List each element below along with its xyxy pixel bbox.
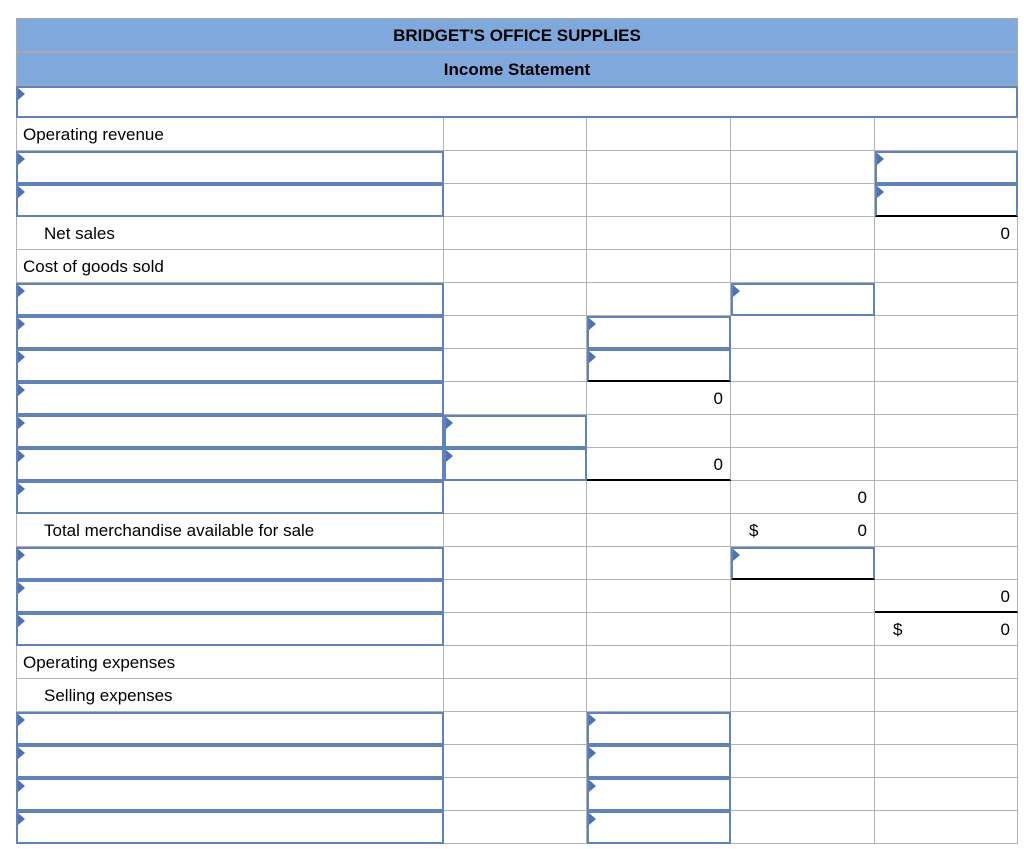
empty-cell: [444, 349, 587, 382]
total-merch-label: Total merchandise available for sale: [16, 514, 444, 547]
gross-profit-value: 0: [1000, 620, 1010, 639]
empty-cell: [731, 712, 875, 745]
row-selling-item-3: [16, 778, 1018, 811]
cogs-account-3-input[interactable]: [16, 349, 444, 382]
empty-cell: [587, 580, 731, 613]
row-operating-revenue: [16, 118, 1018, 151]
empty-cell: [875, 811, 1018, 844]
empty-cell: [731, 151, 875, 184]
empty-cell: [444, 118, 587, 151]
empty-cell: [731, 184, 875, 217]
net-sales-label: Net sales: [16, 217, 444, 250]
row-cogs-item-2: [16, 316, 1018, 349]
empty-cell: [587, 415, 731, 448]
row-cogs-item-4: [16, 382, 1018, 415]
empty-cell: [444, 811, 587, 844]
empty-cell: [587, 250, 731, 283]
cogs-subtotal-a: 0: [587, 382, 731, 415]
row-revenue-item-2: [16, 184, 1018, 217]
selling-amount-3-input[interactable]: [587, 778, 731, 811]
empty-cell: [444, 481, 587, 514]
row-net-sales: [16, 217, 1018, 250]
empty-cell: [875, 415, 1018, 448]
empty-cell: [731, 679, 875, 712]
empty-cell: [444, 184, 587, 217]
row-cogs-item-1: [16, 283, 1018, 316]
empty-cell: [444, 217, 587, 250]
empty-cell: [444, 613, 587, 646]
empty-cell: [875, 778, 1018, 811]
empty-cell: [444, 646, 587, 679]
cogs-label: Cost of goods sold: [16, 250, 444, 283]
empty-cell: [731, 613, 875, 646]
selling-account-2-input[interactable]: [16, 745, 444, 778]
selling-amount-1-input[interactable]: [587, 712, 731, 745]
row-operating-expenses: [16, 646, 1018, 679]
empty-cell: [444, 382, 587, 415]
total-merch-value-cell: [731, 514, 875, 547]
row-total-merch: [16, 514, 1018, 547]
empty-cell: [875, 646, 1018, 679]
empty-cell: [444, 745, 587, 778]
empty-cell: [444, 316, 587, 349]
row-selling-item-2: [16, 745, 1018, 778]
empty-cell: [731, 646, 875, 679]
cogs-account-5-input[interactable]: [16, 415, 444, 448]
cogs-account-7-input[interactable]: [16, 481, 444, 514]
income-statement-sheet: [16, 18, 1018, 849]
date-input[interactable]: [16, 86, 1018, 118]
dollar-sign: $: [749, 521, 759, 540]
empty-cell: [444, 679, 587, 712]
empty-cell: [731, 382, 875, 415]
cogs-amount-3-input[interactable]: [587, 349, 731, 382]
empty-cell: [875, 250, 1018, 283]
cogs-total: 0: [875, 580, 1018, 613]
empty-cell: [731, 580, 875, 613]
row-cogs-item-5: [16, 415, 1018, 448]
empty-cell: [875, 382, 1018, 415]
empty-cell: [587, 217, 731, 250]
revenue-account-1-input[interactable]: [16, 151, 444, 184]
selling-account-1-input[interactable]: [16, 712, 444, 745]
empty-cell: [587, 184, 731, 217]
gross-profit-label-input[interactable]: [16, 613, 444, 646]
empty-cell: [587, 514, 731, 547]
row-cogs-item-3: [16, 349, 1018, 382]
selling-account-3-input[interactable]: [16, 778, 444, 811]
cogs-amount-8-input[interactable]: [731, 547, 875, 580]
statement-title: Income Statement: [16, 52, 1018, 86]
empty-cell: [587, 646, 731, 679]
empty-cell: [444, 580, 587, 613]
empty-cell: [444, 712, 587, 745]
empty-cell: [731, 250, 875, 283]
row-selling-item-4: [16, 811, 1018, 844]
row-cogs-item-6: [16, 448, 1018, 481]
selling-expenses-label: Selling expenses: [16, 679, 444, 712]
empty-cell: [875, 448, 1018, 481]
empty-cell: [731, 217, 875, 250]
empty-cell: [875, 712, 1018, 745]
revenue-amount-1-input[interactable]: [875, 151, 1018, 184]
cogs-sum: 0: [731, 481, 875, 514]
empty-cell: [587, 151, 731, 184]
empty-cell: [875, 481, 1018, 514]
empty-cell: [444, 547, 587, 580]
net-sales-total: 0: [875, 217, 1018, 250]
empty-cell: [444, 283, 587, 316]
row-selling-expenses: [16, 679, 1018, 712]
cogs-account-8-input[interactable]: [16, 547, 444, 580]
cogs-amount-2-input[interactable]: [587, 316, 731, 349]
gross-profit-value-cell: [875, 613, 1018, 646]
empty-cell: [444, 778, 587, 811]
empty-cell: [731, 778, 875, 811]
empty-cell: [875, 745, 1018, 778]
empty-cell: [875, 316, 1018, 349]
row-cogs-label: [16, 250, 1018, 283]
empty-cell: [444, 514, 587, 547]
empty-cell: [587, 283, 731, 316]
empty-cell: [587, 613, 731, 646]
row-cogs-item-8: [16, 547, 1018, 580]
selling-amount-4-input[interactable]: [587, 811, 731, 844]
cogs-account-2-input[interactable]: [16, 316, 444, 349]
operating-expenses-label: Operating expenses: [16, 646, 444, 679]
empty-cell: [731, 448, 875, 481]
empty-cell: [731, 118, 875, 151]
cogs-amount-5-input[interactable]: [444, 415, 587, 448]
company-name: BRIDGET'S OFFICE SUPPLIES: [16, 18, 1018, 52]
cogs-amount-1-input[interactable]: [731, 283, 875, 316]
empty-cell: [731, 811, 875, 844]
cogs-account-4-input[interactable]: [16, 382, 444, 415]
empty-cell: [587, 547, 731, 580]
empty-cell: [444, 250, 587, 283]
empty-cell: [875, 118, 1018, 151]
empty-cell: [731, 745, 875, 778]
revenue-account-2-input[interactable]: [16, 184, 444, 217]
selling-amount-2-input[interactable]: [587, 745, 731, 778]
row-revenue-item-1: [16, 151, 1018, 184]
row-cogs-total: [16, 580, 1018, 613]
empty-cell: [875, 349, 1018, 382]
empty-cell: [587, 679, 731, 712]
empty-cell: [731, 415, 875, 448]
cogs-subtotal-b: 0: [587, 448, 731, 481]
cogs-account-9-input[interactable]: [16, 580, 444, 613]
row-cogs-item-7: [16, 481, 1018, 514]
cogs-account-6-input[interactable]: [16, 448, 444, 481]
empty-cell: [731, 349, 875, 382]
empty-cell: [875, 679, 1018, 712]
empty-cell: [444, 151, 587, 184]
empty-cell: [875, 283, 1018, 316]
empty-cell: [587, 481, 731, 514]
row-gross-profit: [16, 613, 1018, 646]
dollar-sign: $: [893, 620, 903, 639]
empty-cell: [875, 514, 1018, 547]
row-selling-item-1: [16, 712, 1018, 745]
operating-revenue-label: Operating revenue: [16, 118, 444, 151]
empty-cell: [587, 118, 731, 151]
empty-cell: [875, 547, 1018, 580]
empty-cell: [731, 316, 875, 349]
total-merch-value: 0: [857, 521, 867, 540]
selling-account-4-input[interactable]: [16, 811, 444, 844]
revenue-amount-2-input[interactable]: [875, 184, 1018, 217]
cogs-amount-6-input[interactable]: [444, 448, 587, 481]
cogs-account-1-input[interactable]: [16, 283, 444, 316]
